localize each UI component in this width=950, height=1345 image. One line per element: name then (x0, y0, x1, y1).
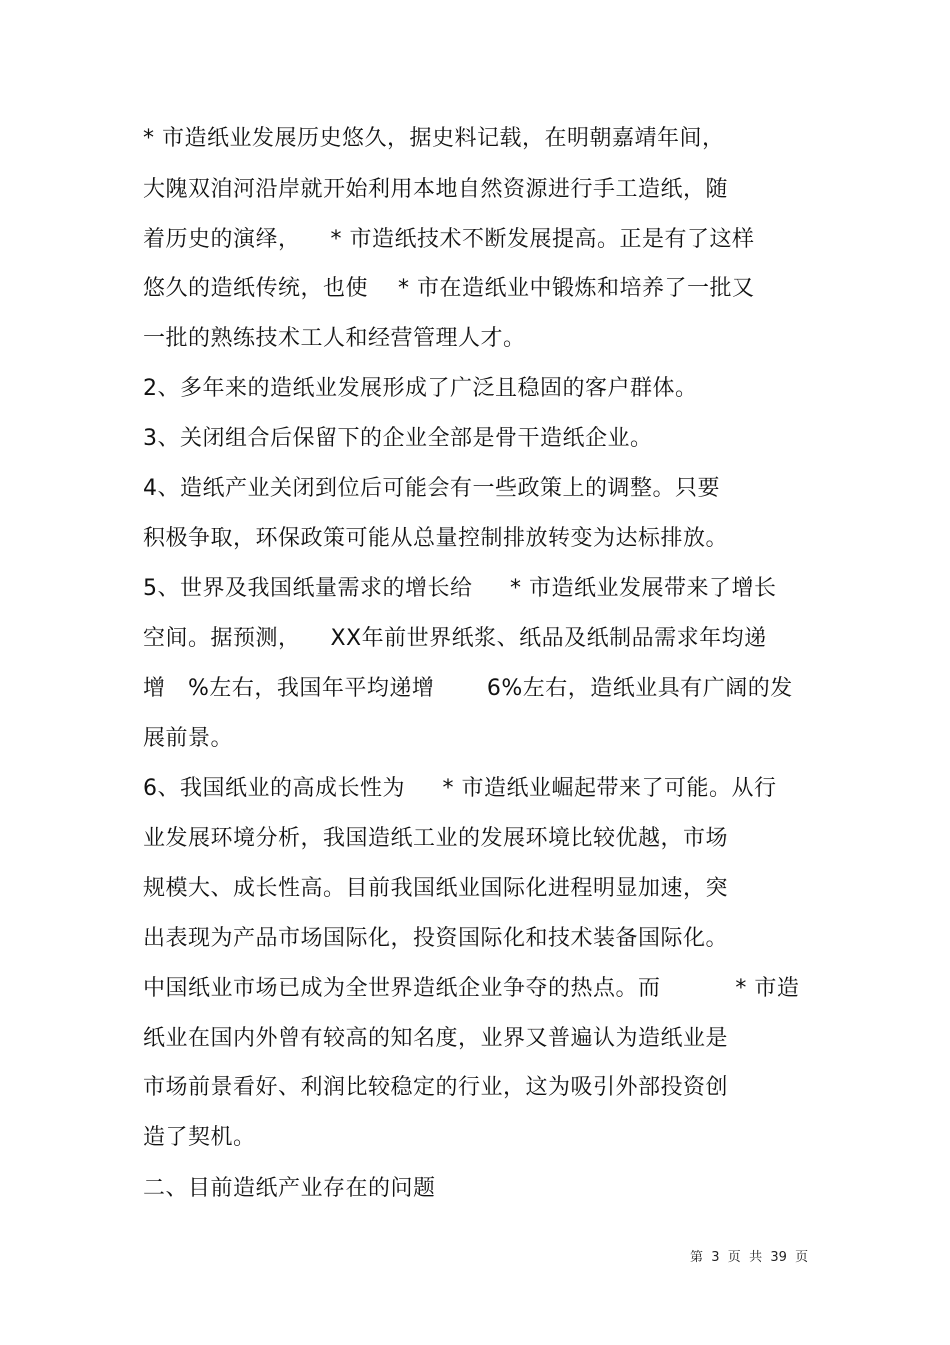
text-line: 业发展环境分析，我国造纸工业的发展环境比较优越，市场 (143, 826, 729, 851)
text-line: 积极争取，环保政策可能从总量控制排放转变为达标排放。 (143, 526, 729, 551)
text-line: 6、我国纸业的高成长性为 * 市造纸业崛起带来了可能。从行 (143, 776, 777, 801)
text-line: 出表现为产品市场国际化，投资国际化和技术装备国际化。 (143, 926, 729, 951)
text-line: 纸业在国内外曾有较高的知名度，业界又普遍认为造纸业是 (143, 1026, 729, 1051)
section-heading: 二、目前造纸产业存在的问题 (143, 1176, 436, 1201)
text-line: 悠久的造纸传统，也使 * 市在造纸业中锻炼和培养了一批又 (143, 276, 755, 301)
text-line: 增 %左右，我国年平均递增 6%左右，造纸业具有广阔的发 (143, 676, 793, 701)
text-line: 5、世界及我国纸量需求的增长给 * 市造纸业发展带来了增长 (143, 576, 777, 601)
text-line: 造了契机。 (143, 1125, 256, 1150)
text-line: 市场前景看好、利润比较稳定的行业，这为吸引外部投资创 (143, 1075, 729, 1100)
page-number: 第 3 页 共 39 页 (690, 1250, 809, 1265)
text-line: 大隗双洎河沿岸就开始利用本地自然资源进行手工造纸，随 (143, 177, 729, 202)
text-line: 4、造纸产业关闭到位后可能会有一些政策上的调整。只要 (143, 476, 720, 501)
text-line: * 市造纸业发展历史悠久，据史料记载，在明朝嘉靖年间， (143, 126, 725, 151)
text-line: 空间。据预测， XX年前世界纸浆、纸品及纸制品需求年均递 (143, 626, 767, 651)
text-line: 着历史的演绎， * 市造纸技术不断发展提高。正是有了这样 (143, 227, 755, 252)
text-line: 规模大、成长性高。目前我国纸业国际化进程明显加速，突 (143, 876, 729, 901)
text-line: 展前景。 (143, 726, 234, 751)
text-line: 中国纸业市场已成为全世界造纸企业争夺的热点。而 * 市造 (143, 976, 800, 1001)
text-line: 3、关闭组合后保留下的企业全部是骨干造纸企业。 (143, 426, 653, 451)
text-line: 一批的熟练技术工人和经营管理人才。 (143, 326, 526, 351)
text-line: 2、多年来的造纸业发展形成了广泛且稳固的客户群体。 (143, 376, 698, 401)
